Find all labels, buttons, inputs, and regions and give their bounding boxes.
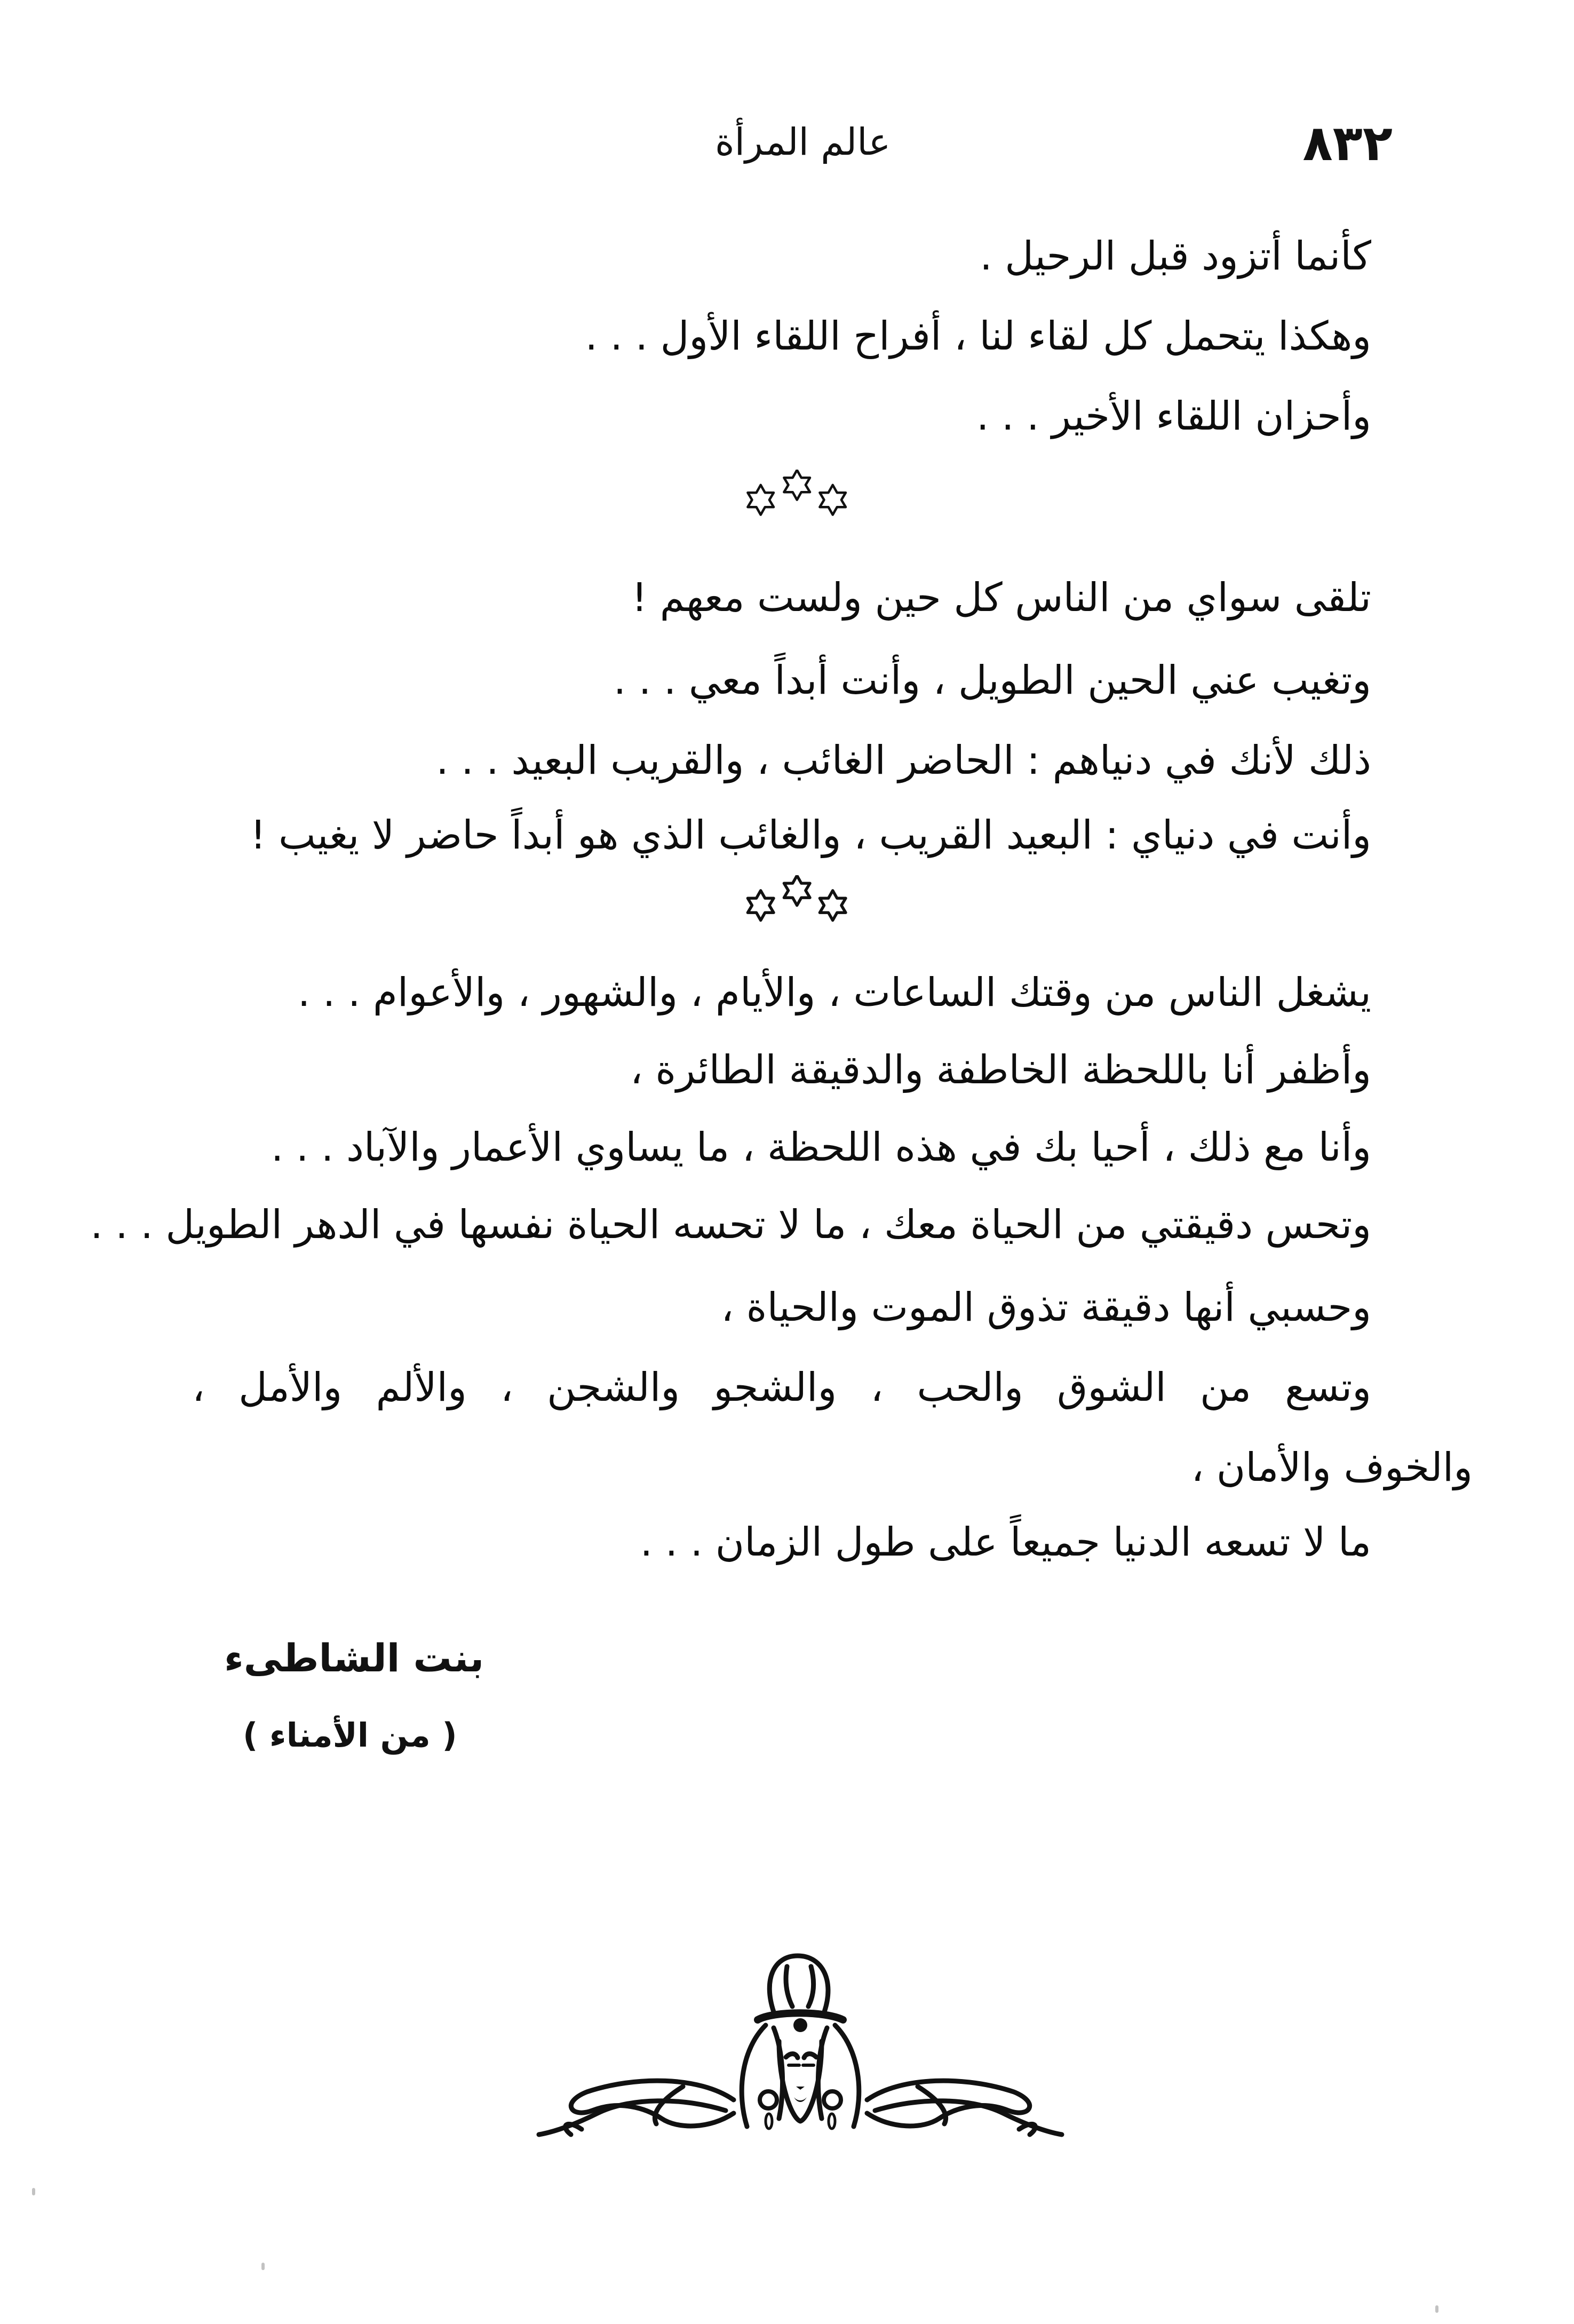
poem-line: والخوف والأمان ، <box>1191 1445 1473 1490</box>
star-divider-icon <box>744 875 851 934</box>
scan-speck <box>1435 2305 1438 2313</box>
poem-line: وأنت في دنياي : البعيد القريب ، والغائب الذي هو أبداً حاضر لا يغيب ! <box>250 812 1371 858</box>
poem-line: وهكذا يتحمل كل لقاء لنا ، أفراح اللقاء الأول . . . <box>585 313 1371 359</box>
poem-line: يشغل الناس من وقتك الساعات ، والأيام ، والشهور ، والأعوام . . . <box>297 970 1371 1016</box>
poem-line: وتحس دقيقتي من الحياة معك ، ما لا تحسه الحياة نفسها في الدهر الطويل . . . <box>90 1202 1371 1248</box>
poem-line: وتسع من الشوق والحب ، والشجو والشجن ، والألم والأمل ، <box>192 1365 1371 1410</box>
page-header <box>0 115 1574 179</box>
poem-line: تلقى سواي من الناس كل حين ولست معهم ! <box>631 575 1371 621</box>
poem-line: وتغيب عني الحين الطويل ، وأنت أبداً معي . . . <box>613 657 1371 703</box>
page-number: ٨٣٢ <box>1302 115 1393 172</box>
poem-line: وأظفر أنا باللحظة الخاطفة والدقيقة الطائرة ، <box>630 1047 1371 1093</box>
poem-line: وحسبي أنها دقيقة تذوق الموت والحياة ، <box>721 1284 1371 1330</box>
woman-head-ornament-icon <box>523 1916 1067 2140</box>
poem-line: ما لا تسعه الدنيا جميعاً على طول الزمان . . . <box>640 1519 1371 1565</box>
running-title: عالم المرأة <box>715 120 891 164</box>
scan-speck <box>32 2188 35 2195</box>
poem-line: ذلك لأنك في دنياهم : الحاضر الغائب ، والقريب البعيد . . . <box>436 737 1371 783</box>
author-signature: بنت الشاطىء <box>224 1636 484 1680</box>
poem-line: وأحزان اللقاء الأخير . . . <box>976 393 1371 439</box>
source-attribution: ( من الأمناء ) <box>243 1716 457 1755</box>
poem-line: وأنا مع ذلك ، أحيا بك في هذه اللحظة ، ما يساوي الأعمار والآباد . . . <box>271 1124 1371 1170</box>
star-divider-icon <box>744 470 851 528</box>
scan-speck <box>261 2263 265 2270</box>
poem-line: كأنما أتزود قبل الرحيل . <box>980 233 1371 279</box>
